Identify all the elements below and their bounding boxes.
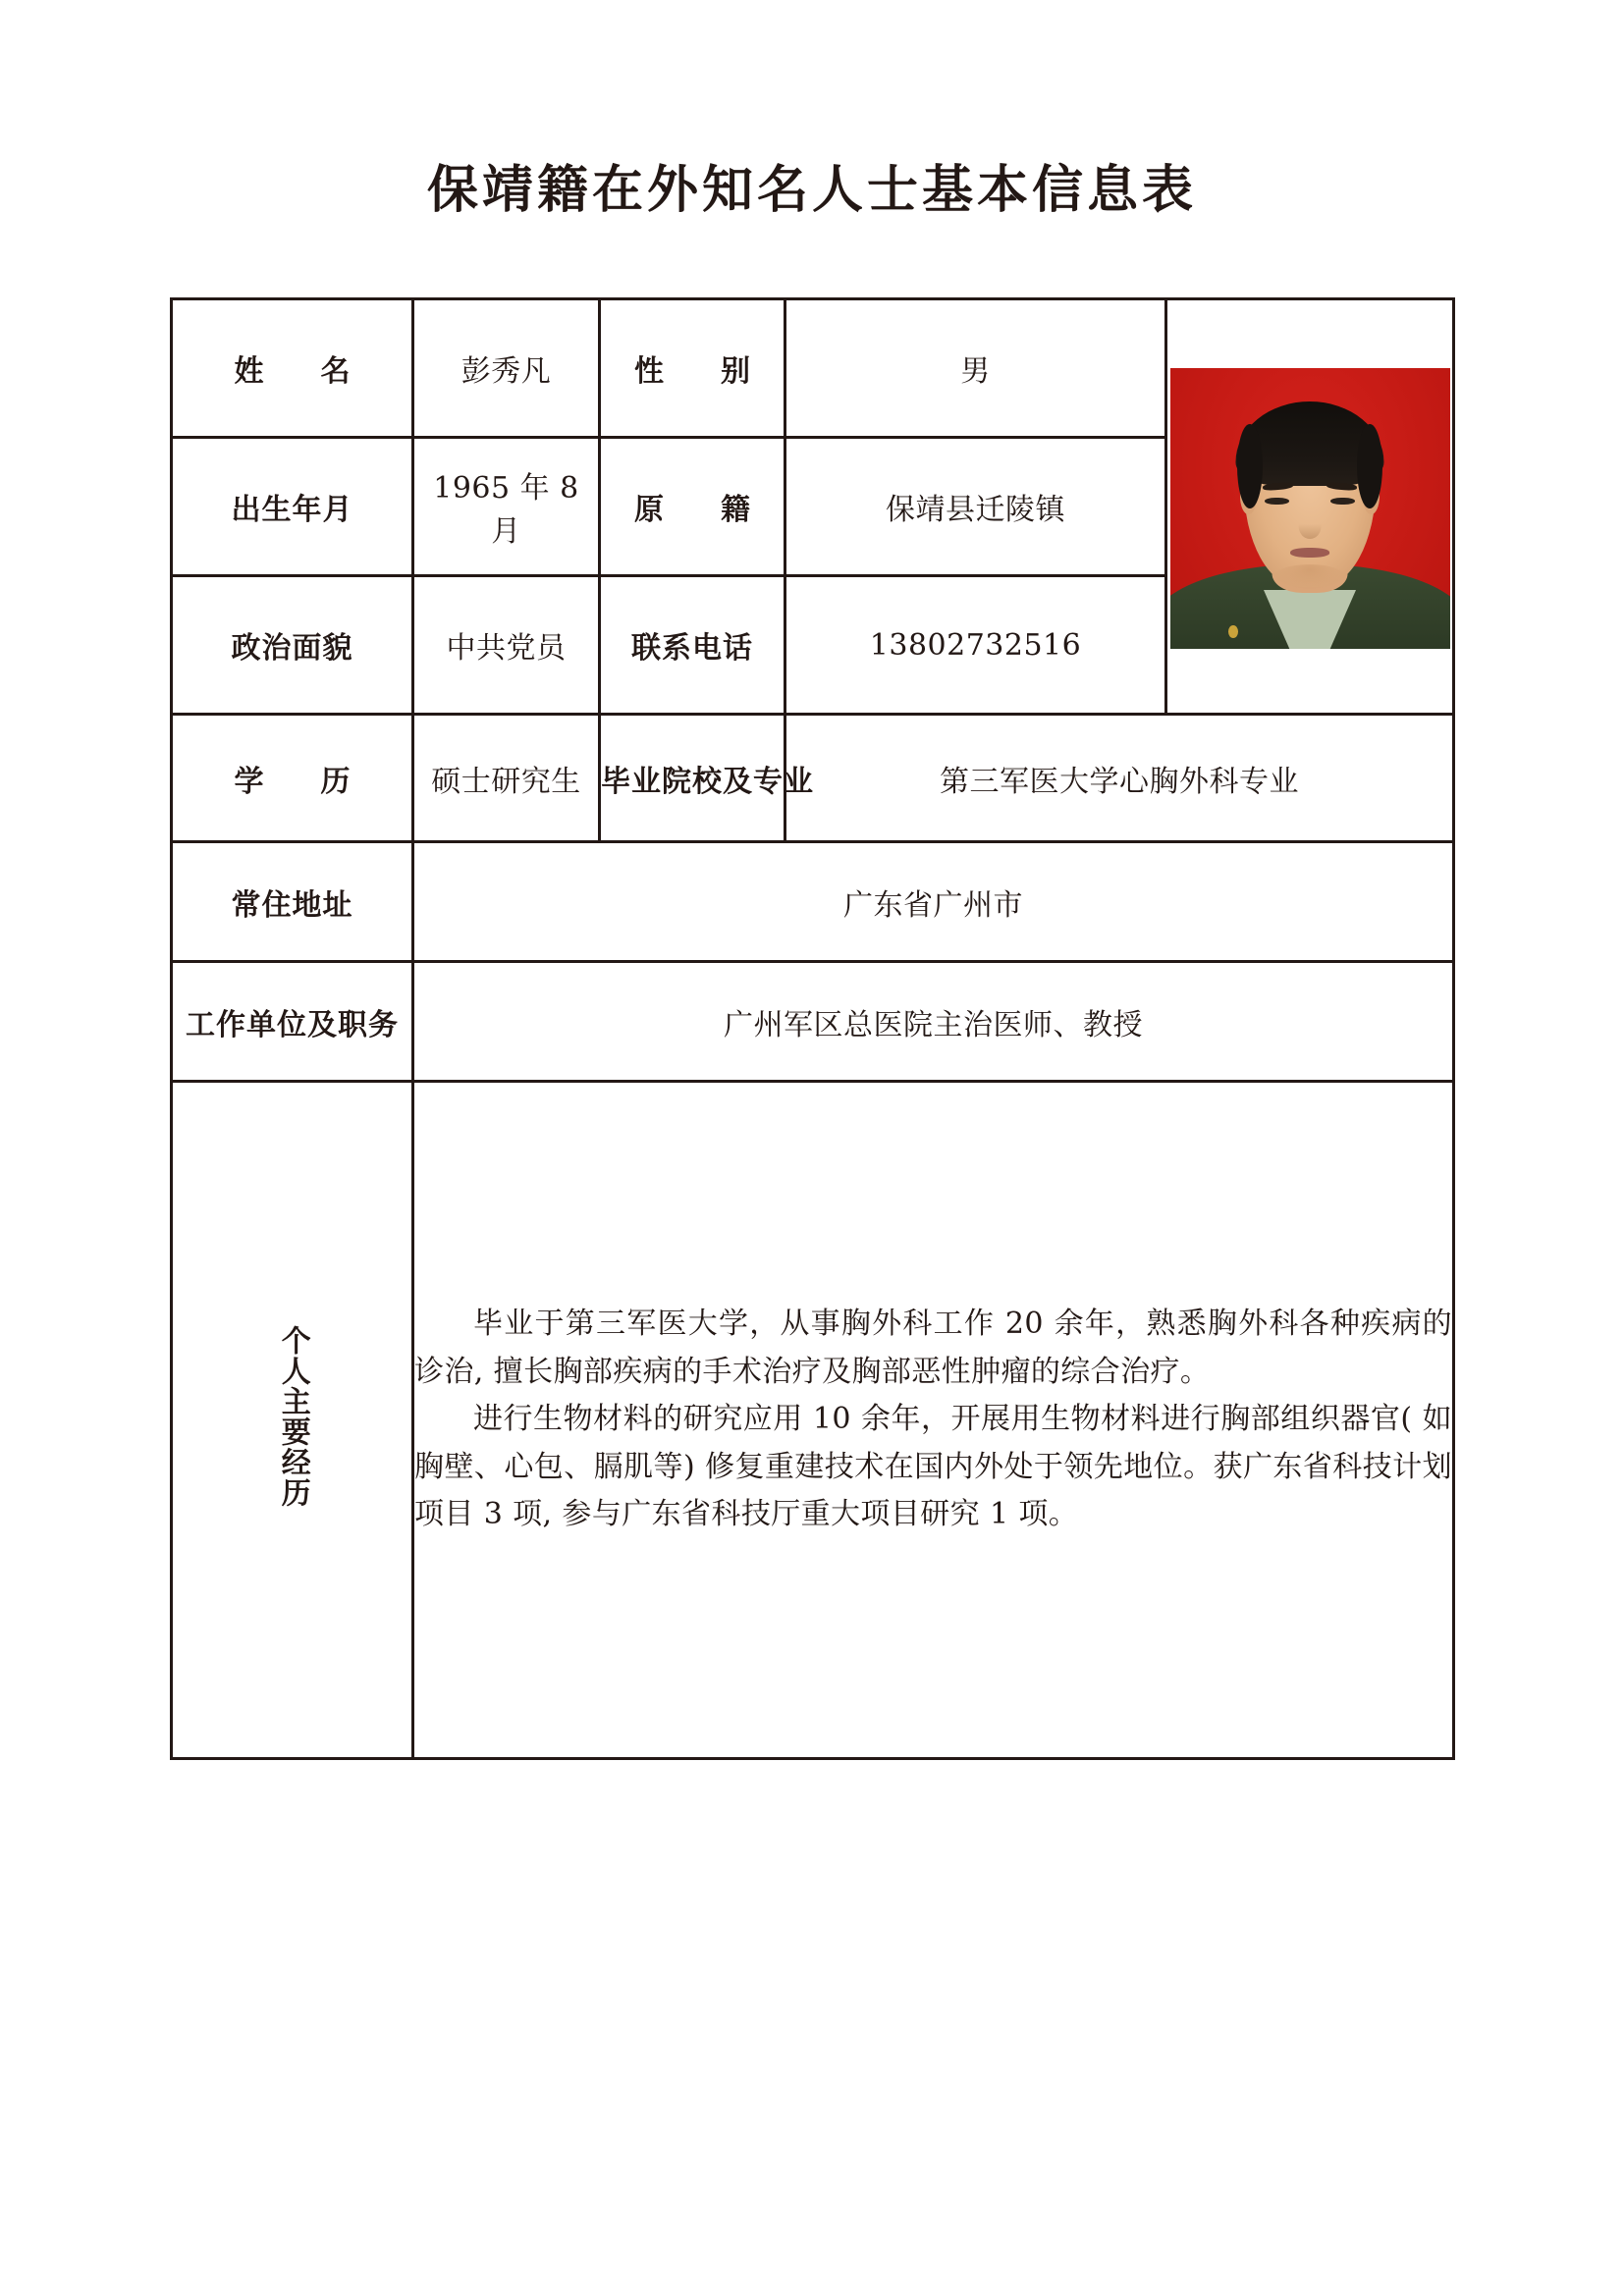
- value-school-major: 第三军医大学心胸外科专业: [785, 715, 1454, 842]
- photo-hair-side-left: [1237, 424, 1263, 508]
- photo-uniform-badge: [1228, 625, 1238, 638]
- label-gender: 性 别: [600, 299, 785, 438]
- value-employer-position: 广州军区总医院主治医师、教授: [413, 962, 1454, 1082]
- label-name: 姓 名: [172, 299, 413, 438]
- id-photo: [1170, 368, 1450, 649]
- photo-cell: [1166, 299, 1454, 715]
- label-native-place: 原 籍: [600, 438, 785, 576]
- table-row: [172, 299, 1454, 438]
- biography-paragraph-2: 进行生物材料的研究应用 10 余年，开展用生物材料进行胸部组织器官( 如胸壁、心包、膈肌等) 修复重建技术在国内外处于领先地位。获广东省科技计划项目 3 项, 参与广东省科技厅重大项目研究 1 项。: [414, 1402, 1452, 1532]
- table-row: [172, 962, 1454, 1082]
- value-phone: 13802732516: [785, 576, 1166, 715]
- label-residence: 常住地址: [172, 842, 413, 962]
- table-row: [172, 842, 1454, 962]
- photo-mouth: [1290, 548, 1329, 558]
- page-title: 保靖籍在外知名人士基本信息表: [426, 160, 1197, 220]
- table-row: [172, 715, 1454, 842]
- label-political-status: 政治面貌: [172, 576, 413, 715]
- value-residence: 广东省广州市: [413, 842, 1454, 962]
- value-name: 彭秀凡: [413, 299, 600, 438]
- value-gender: 男: [785, 299, 1166, 438]
- photo-eye-right: [1330, 498, 1354, 505]
- label-phone: 联系电话: [600, 576, 785, 715]
- photo-hair-side-right: [1357, 424, 1382, 508]
- label-biography-cell: [172, 1082, 413, 1759]
- table-row: [172, 1082, 1454, 1759]
- label-birth-date: 出生年月: [172, 438, 413, 576]
- person-info-table: [170, 297, 1455, 1760]
- label-school-major: 毕业院校及专业: [600, 715, 785, 842]
- label-employer-position: 工作单位及职务: [172, 962, 413, 1082]
- value-political-status: 中共党员: [413, 576, 600, 715]
- label-education: 学 历: [172, 715, 413, 842]
- value-native-place: 保靖县迁陵镇: [785, 438, 1166, 576]
- value-biography-cell: [413, 1082, 1454, 1759]
- photo-eye-left: [1265, 498, 1288, 505]
- photo-chin: [1273, 564, 1346, 590]
- photo-nose: [1299, 514, 1322, 540]
- value-birth-date: 1965 年 8 月: [413, 438, 600, 576]
- label-biography: 个人主要经历: [275, 1324, 310, 1508]
- value-education: 硕士研究生: [413, 715, 600, 842]
- biography-paragraph-1: 毕业于第三军医大学，从事胸外科工作 20 余年，熟悉胸外科各种疾病的诊治, 擅长胸部疾病的手术治疗及胸部恶性肿瘤的综合治疗。: [414, 1307, 1452, 1389]
